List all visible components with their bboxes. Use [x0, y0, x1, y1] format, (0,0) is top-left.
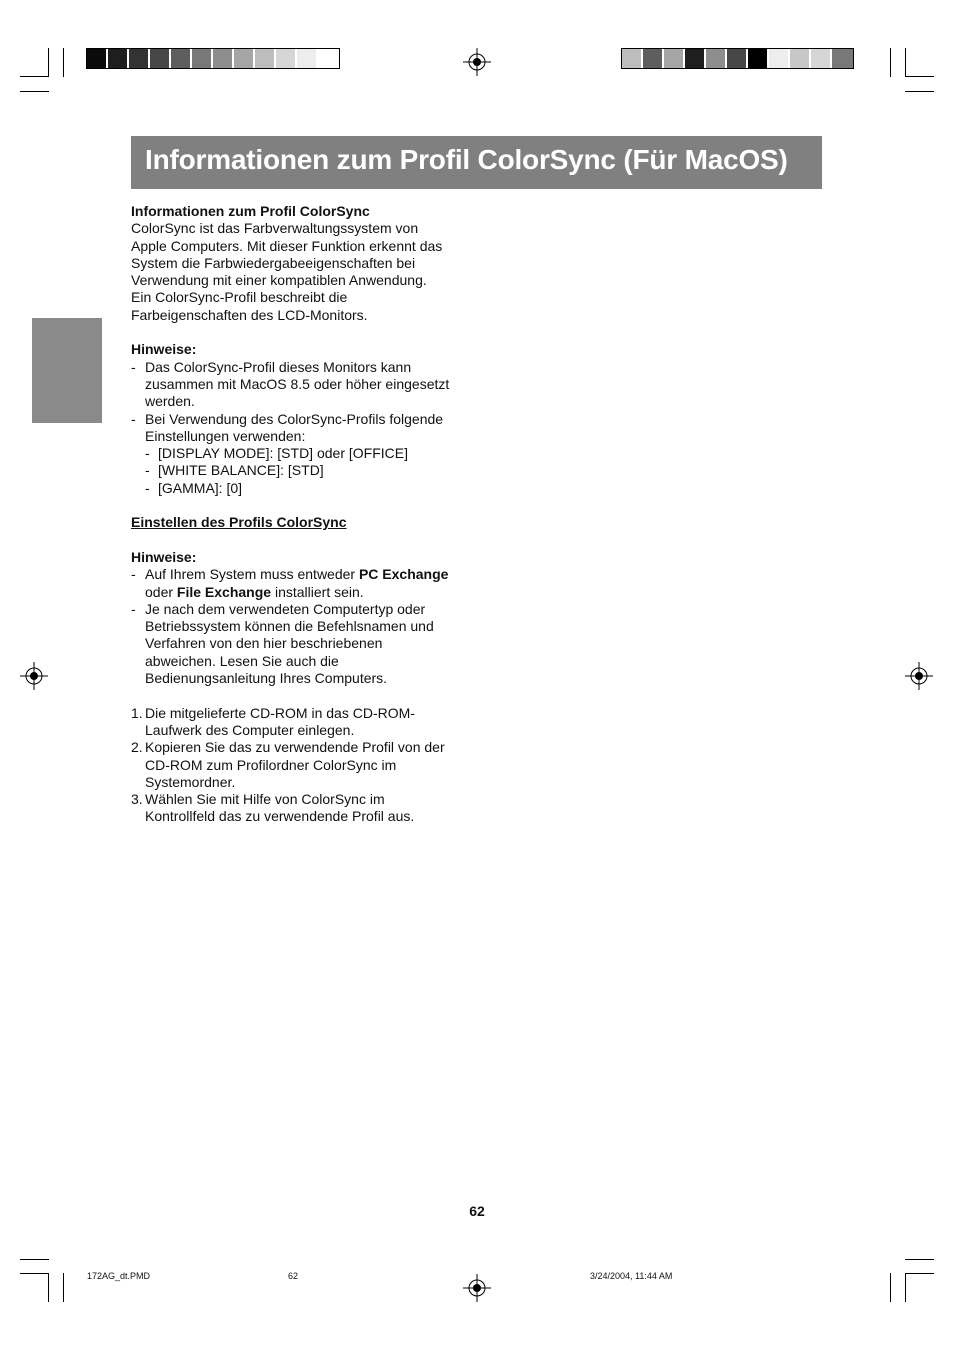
- color-swatch: [811, 49, 832, 68]
- color-calibration-bar-left: [86, 48, 340, 69]
- note-line: [145, 566, 476, 583]
- page-title: Informationen zum Profil ColorSync (Für MacOS): [145, 144, 788, 175]
- list-dash: -: [145, 445, 150, 462]
- crop-mark: [20, 1259, 49, 1260]
- registration-mark-icon: [20, 662, 48, 690]
- color-swatch: [129, 49, 150, 68]
- step-item: [131, 705, 476, 740]
- registration-mark-icon: [905, 662, 933, 690]
- paragraph-line: ColorSync ist das Farbverwaltungssystem von: [131, 220, 419, 237]
- color-swatch: [664, 49, 685, 68]
- crop-mark: [20, 76, 49, 77]
- step-line: Systemordner.: [145, 773, 236, 790]
- color-swatch: [622, 49, 643, 68]
- crop-mark: [48, 1273, 49, 1302]
- notes-heading: Hinweise:: [131, 341, 197, 358]
- setting-item: [131, 445, 476, 462]
- title-bar: [131, 136, 822, 189]
- color-swatch: [276, 49, 297, 68]
- note-line: [145, 584, 476, 601]
- step-item: [131, 791, 476, 826]
- paragraph-line: Farbeigenschaften des LCD-Monitors.: [131, 306, 368, 323]
- registration-mark-icon: [463, 48, 491, 76]
- setting-line: [WHITE BALANCE]: [STD]: [158, 462, 324, 479]
- color-swatch: [769, 49, 790, 68]
- step-line: CD-ROM zum Profilordner ColorSync im: [145, 756, 397, 773]
- registration-mark-icon: [463, 1274, 491, 1302]
- note-line: Betriebssystem können die Befehlsnamen und: [145, 618, 434, 635]
- color-swatch: [318, 49, 339, 68]
- step-number: 2.: [131, 739, 143, 756]
- paragraph-line: Apple Computers. Mit dieser Funktion erkennt das: [131, 237, 443, 254]
- color-swatch: [192, 49, 213, 68]
- section-heading: Informationen zum Profil ColorSync: [131, 203, 370, 219]
- setting-line: [DISPLAY MODE]: [STD] oder [OFFICE]: [158, 445, 408, 462]
- color-swatch: [727, 49, 748, 68]
- crop-mark: [890, 48, 891, 77]
- note-line: Je nach dem verwendeten Computertyp oder: [145, 600, 426, 617]
- setting-line: [GAMMA]: [0]: [158, 479, 243, 496]
- color-swatch: [213, 49, 234, 68]
- footer-page: 62: [288, 1271, 299, 1281]
- list-dash: -: [131, 410, 136, 427]
- crop-mark: [905, 76, 934, 77]
- color-swatch: [108, 49, 129, 68]
- color-swatch: [790, 49, 811, 68]
- note-text: installiert sein.: [271, 583, 364, 600]
- note-emphasis: File Exchange: [176, 583, 272, 600]
- list-dash: -: [145, 479, 150, 496]
- footer-date: 3/24/2004, 11:44 AM: [590, 1271, 673, 1281]
- crop-mark: [63, 1273, 64, 1302]
- list-dash: -: [131, 358, 136, 375]
- crop-mark: [20, 1273, 49, 1274]
- color-swatch: [234, 49, 255, 68]
- note-line: Bedienungsanleitung Ihres Computers.: [145, 670, 388, 687]
- step-number: 1.: [131, 704, 143, 721]
- crop-mark: [905, 1259, 934, 1260]
- crop-mark: [905, 1273, 906, 1302]
- crop-mark: [905, 48, 906, 77]
- note-line: Das ColorSync-Profil dieses Monitors kann: [145, 358, 412, 375]
- step-line: Wählen Sie mit Hilfe von ColorSync im: [145, 791, 385, 808]
- note-line: abweichen. Lesen Sie auch die: [145, 652, 339, 669]
- setting-item: [131, 480, 476, 497]
- paragraph-line: System die Farbwiedergabeeigenschaften bei: [131, 254, 416, 271]
- note-item: [131, 566, 476, 601]
- section-heading: Einstellen des Profils ColorSync: [131, 514, 347, 531]
- footer-filename: 172AG_dt.PMD: [87, 1271, 151, 1281]
- content-column: [131, 203, 476, 826]
- color-swatch: [297, 49, 318, 68]
- color-swatch: [832, 49, 853, 68]
- side-tab: [32, 318, 102, 423]
- note-item: [131, 359, 476, 411]
- color-swatch: [87, 49, 108, 68]
- note-line: werden.: [145, 393, 195, 410]
- paragraph-line: Verwendung mit einer kompatiblen Anwendung.: [131, 272, 427, 289]
- color-swatch: [171, 49, 192, 68]
- crop-mark: [48, 48, 49, 77]
- notes-heading: Hinweise:: [131, 548, 197, 565]
- crop-mark: [905, 1273, 934, 1274]
- setting-item: [131, 462, 476, 479]
- list-dash: -: [145, 462, 150, 479]
- list-dash: -: [131, 566, 136, 583]
- step-item: [131, 739, 476, 791]
- color-swatch: [643, 49, 664, 68]
- step-line: Kopieren Sie das zu verwendende Profil von der: [145, 739, 445, 756]
- color-swatch: [150, 49, 171, 68]
- note-text: Auf Ihrem System muss entweder: [145, 566, 359, 583]
- note-line: Verfahren von den hier beschriebenen: [145, 635, 383, 652]
- note-line: zusammen mit MacOS 8.5 oder höher eingesetzt: [145, 375, 450, 392]
- color-calibration-bar-right: [621, 48, 854, 69]
- note-item: [131, 601, 476, 687]
- paragraph-line: Ein ColorSync-Profil beschreibt die: [131, 289, 348, 306]
- color-swatch: [685, 49, 706, 68]
- note-emphasis: PC Exchange: [358, 566, 449, 583]
- note-line: Bei Verwendung des ColorSync-Profils folgende: [145, 410, 444, 427]
- color-swatch: [748, 49, 769, 68]
- page-number: 62: [469, 1203, 485, 1219]
- crop-mark: [905, 91, 934, 92]
- note-text: oder: [145, 583, 177, 600]
- note-item: [131, 411, 476, 446]
- crop-mark: [63, 48, 64, 77]
- step-number: 3.: [131, 791, 143, 808]
- step-line: Kontrollfeld das zu verwendende Profil aus.: [145, 808, 415, 825]
- list-dash: -: [131, 600, 136, 617]
- step-line: Laufwerk des Computer einlegen.: [145, 721, 355, 738]
- color-swatch: [706, 49, 727, 68]
- note-line: Einstellungen verwenden:: [145, 427, 306, 444]
- crop-mark: [20, 91, 49, 92]
- color-swatch: [255, 49, 276, 68]
- crop-mark: [890, 1273, 891, 1302]
- step-line: Die mitgelieferte CD-ROM in das CD-ROM-: [145, 704, 415, 721]
